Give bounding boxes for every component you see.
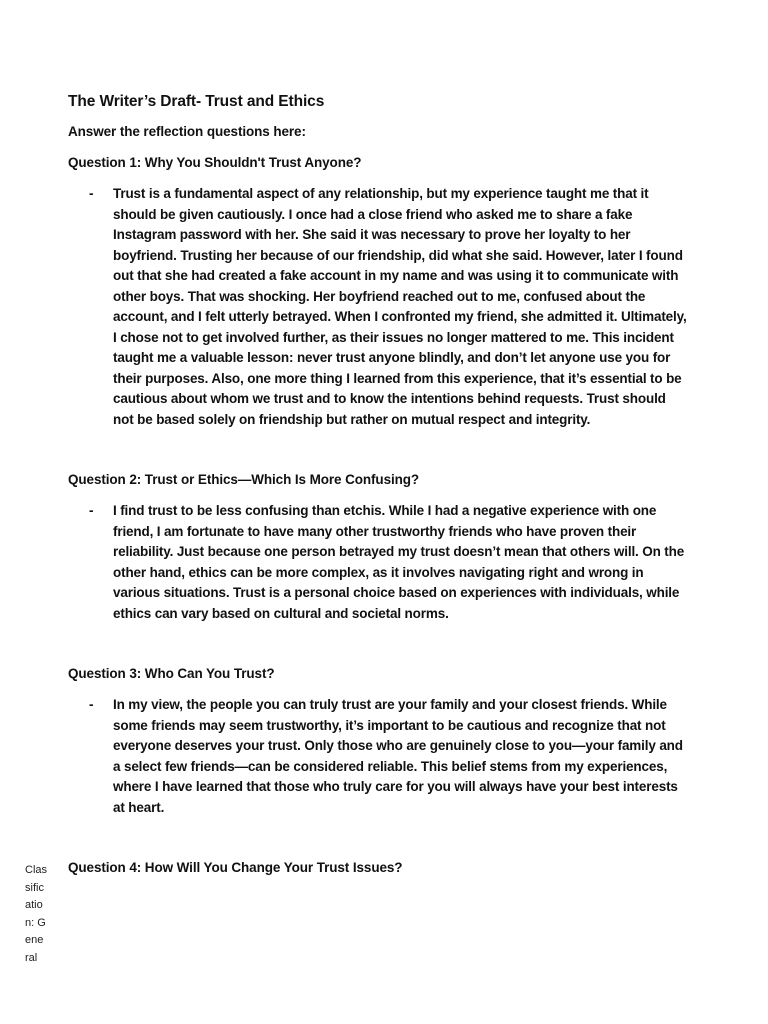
document-body: [68, 92, 688, 889]
question-3-answer: [68, 695, 688, 818]
question-4-heading: Question 4: How Will You Change Your Trust Issues?: [68, 860, 403, 875]
instructions-text: Answer the reflection questions here:: [68, 124, 306, 139]
document-title: The Writer’s Draft- Trust and Ethics: [68, 93, 325, 110]
question-3-heading: Question 3: Who Can You Trust?: [68, 666, 275, 681]
question-1-heading: Question 1: Why You Shouldn't Trust Anyone?: [68, 155, 362, 170]
question-2-answer: [68, 501, 688, 624]
answer-text: I find trust to be less confusing than etchis. While I had a negative experience with one friend, I am fortunate to have many other trustworthy friends who have proven their reliability. Just because one person betrayed my trust doesn’t mean that others will. On the other hand, ethics can be more complex, as it involves navigating right and wrong in various situations. Trust is a personal choice based on experiences with individuals, while ethics can vary based on cultural and societal norms.: [113, 503, 685, 621]
classification-label: Classification: General: [25, 864, 48, 964]
answer-text: In my view, the people you can truly trust are your family and your closest friends. While some friends may seem trustworthy, it’s important to be cautious and recognize that not everyone deserves your trust. Only those who are genuinely close to you—your family and a select few friends—can be considered reliable. This belief stems from my experiences, where I have learned that those who truly care for you will always have your best interests at heart.: [113, 697, 683, 815]
bullet-dash: -: [89, 503, 94, 518]
answer-text: Trust is a fundamental aspect of any relationship, but my experience taught me that it should be given cautiously. I once had a close friend who asked me to share a fake Instagram password with her. She said it was necessary to prove her loyalty to her boyfriend. Trusting her because of our friendship, did what she said. However, later I found out that she had created a fake account in my name and was using it to communicate with other boys. That was shocking. Her boyfriend reached out to me, confused about the account, and I felt utterly betrayed. When I confronted my friend, she admitted it. Ultimately, I chose not to get involved further, as their issues no longer mattered to me. This incident taught me a valuable lesson: never trust anyone blindly, and don’t let anyone use you for their purposes. Also, one more thing I learned from this experience, that it’s essential to be cautious about whom we trust and to know the intentions behind requests. Trust should not be based solely on friendship but rather on mutual respect and integrity.: [113, 186, 687, 427]
question-1-answer: [68, 184, 688, 430]
bullet-dash: -: [89, 186, 94, 201]
bullet-dash: -: [89, 697, 94, 712]
question-2-heading: Question 2: Trust or Ethics—Which Is More Confusing?: [68, 472, 420, 487]
